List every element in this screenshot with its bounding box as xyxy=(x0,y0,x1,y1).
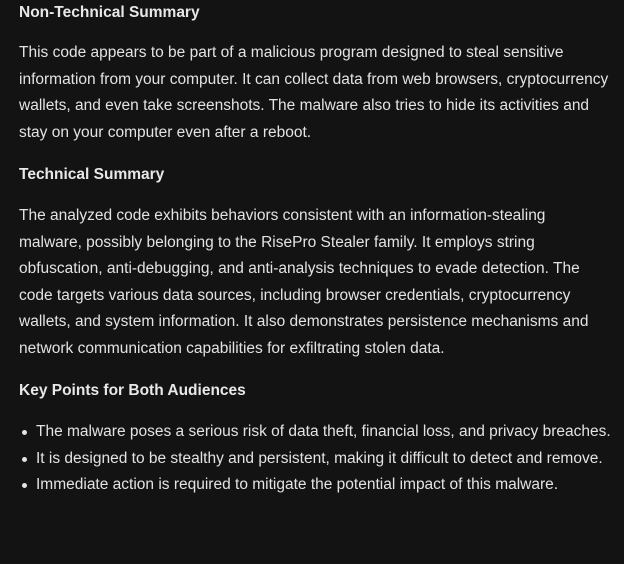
list-item: Immediate action is required to mitigate the potential impact of this malware. xyxy=(19,472,611,499)
technical-summary-text: The analyzed code exhibits behaviors consistent with an information-stealing malware, possibly belonging to the RisePro Stealer family. It employs string obfuscation, anti-debugging, and anti-analysis techniques to evade detection. The code targets various data sources, including browser credentials, cryptocurrency wallets, and system information. It also demonstrates persistence mechanisms and network communication capabilities for exfiltrating stolen data. xyxy=(19,207,589,357)
list-item: The malware poses a serious risk of data theft, financial loss, and privacy breaches. xyxy=(19,419,611,446)
technical-summary-heading: Technical Summary xyxy=(19,166,165,183)
list-item: It is designed to be stealthy and persistent, making it difficult to detect and remove. xyxy=(19,446,611,473)
key-points-list xyxy=(19,419,611,499)
non-technical-summary-heading: Non-Technical Summary xyxy=(19,4,200,21)
non-technical-summary-text: This code appears to be part of a malicious program designed to steal sensitive information from your computer. It can collect data from web browsers, cryptocurrency wallets, and even take screenshots. The malware also tries to hide its activities and stay on your computer even after a reboot. xyxy=(19,44,609,141)
key-points-heading: Key Points for Both Audiences xyxy=(19,382,246,399)
